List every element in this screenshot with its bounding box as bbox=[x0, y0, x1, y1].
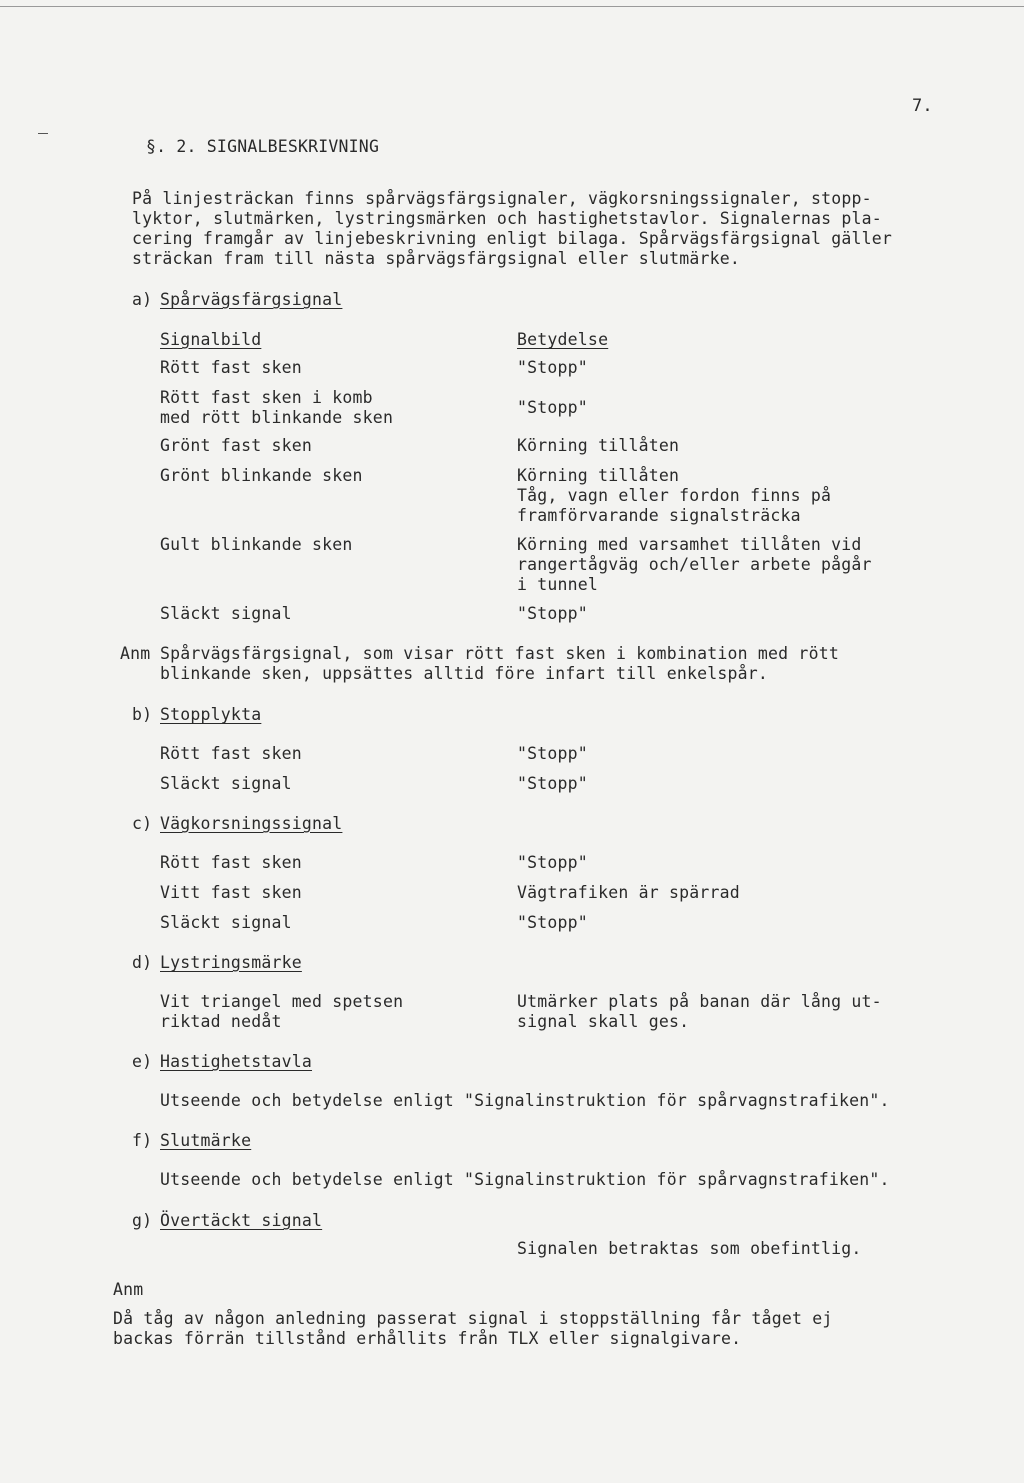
section-b-title: Stopplykta bbox=[160, 705, 262, 724]
meaning-cell: "Stopp" bbox=[517, 744, 588, 763]
meaning-cell: "Stopp" bbox=[517, 358, 588, 377]
signal-cell: Släckt signal bbox=[160, 774, 292, 793]
margin-mark bbox=[38, 133, 48, 134]
meaning-cell: "Stopp" bbox=[517, 604, 588, 623]
section-heading: §. 2. SIGNALBESKRIVNING bbox=[146, 137, 380, 156]
section-c-title: Vägkorsningssignal bbox=[160, 814, 343, 833]
signal-cell: Rött fast sken bbox=[160, 358, 302, 377]
section-c-marker: c) bbox=[132, 814, 153, 833]
final-note-text: Då tåg av någon anledning passerat signal i stoppställning får tåget ej backas förrän tillstånd erhållits från TLX eller signalgivare. bbox=[113, 1309, 833, 1348]
page-number: 7. bbox=[912, 96, 933, 116]
section-g-marker: g) bbox=[132, 1211, 153, 1230]
signal-cell: Grönt blinkande sken bbox=[160, 466, 363, 485]
section-f-text: Utseende och betydelse enligt "Signalinstruktion för spårvagnstrafiken". bbox=[160, 1170, 890, 1189]
signal-cell: Grönt fast sken bbox=[160, 436, 313, 455]
meaning-cell: Körning med varsamhet tillåten vid rangertågväg och/eller arbete pågår i tunnel bbox=[517, 535, 872, 594]
signal-cell: Gult blinkande sken bbox=[160, 535, 353, 554]
intro-line-4: sträckan fram till nästa spårvägsfärgsignal eller slutmärke. bbox=[132, 249, 741, 268]
signal-cell: Vit triangel med spetsen riktad nedåt bbox=[160, 992, 404, 1031]
note-label: Anm bbox=[120, 644, 151, 663]
signal-cell: Släckt signal bbox=[160, 913, 292, 932]
section-g-title: Övertäckt signal bbox=[160, 1211, 323, 1230]
section-g-text: Signalen betraktas som obefintlig. bbox=[517, 1239, 862, 1258]
signal-cell: Vitt fast sken bbox=[160, 883, 302, 902]
meaning-cell: "Stopp" bbox=[517, 774, 588, 793]
section-f-title: Slutmärke bbox=[160, 1131, 252, 1150]
section-a-title: Spårvägsfärgsignal bbox=[160, 290, 343, 309]
meaning-cell: Körning tillåten bbox=[517, 436, 680, 455]
section-e-text: Utseende och betydelse enligt "Signalinstruktion för spårvagnstrafiken". bbox=[160, 1091, 890, 1110]
signal-cell: Rött fast sken bbox=[160, 853, 302, 872]
meaning-cell: "Stopp" bbox=[517, 913, 588, 932]
column-header-signal: Signalbild bbox=[160, 330, 262, 349]
meaning-cell: "Stopp" bbox=[517, 398, 588, 417]
meaning-cell: Utmärker plats på banan där lång ut- signal skall ges. bbox=[517, 992, 882, 1031]
section-a-marker: a) bbox=[132, 290, 153, 309]
meaning-cell: "Stopp" bbox=[517, 853, 588, 872]
meaning-cell: Körning tillåten Tåg, vagn eller fordon finns på framförvarande signalsträcka bbox=[517, 466, 832, 525]
section-f-marker: f) bbox=[132, 1131, 153, 1150]
section-d-title: Lystringsmärke bbox=[160, 953, 302, 972]
signal-cell: Rött fast sken bbox=[160, 744, 302, 763]
column-header-meaning: Betydelse bbox=[517, 330, 609, 349]
intro-line-3: cering framgår av linjebeskrivning enligt bilaga. Spårvägsfärgsignal gäller bbox=[132, 229, 893, 248]
section-d-marker: d) bbox=[132, 953, 153, 972]
section-b-marker: b) bbox=[132, 705, 153, 724]
scan-edge-line bbox=[0, 6, 1024, 7]
intro-line-1: På linjesträckan finns spårvägsfärgsignaler, vägkorsningssignaler, stopp- bbox=[132, 189, 872, 208]
note-text: Spårvägsfärgsignal, som visar rött fast sken i kombination med rött blinkande sken, uppsättes alltid före infart till enkelspår. bbox=[160, 644, 839, 683]
section-e-title: Hastighetstavla bbox=[160, 1052, 313, 1071]
meaning-cell: Vägtrafiken är spärrad bbox=[517, 883, 740, 902]
signal-cell: Rött fast sken i komb med rött blinkande sken bbox=[160, 388, 394, 427]
final-note-label: Anm bbox=[113, 1280, 144, 1299]
intro-line-2: lyktor, slutmärken, lystringsmärken och hastighetstavlor. Signalernas pla- bbox=[132, 209, 882, 228]
section-e-marker: e) bbox=[132, 1052, 153, 1071]
signal-cell: Släckt signal bbox=[160, 604, 292, 623]
